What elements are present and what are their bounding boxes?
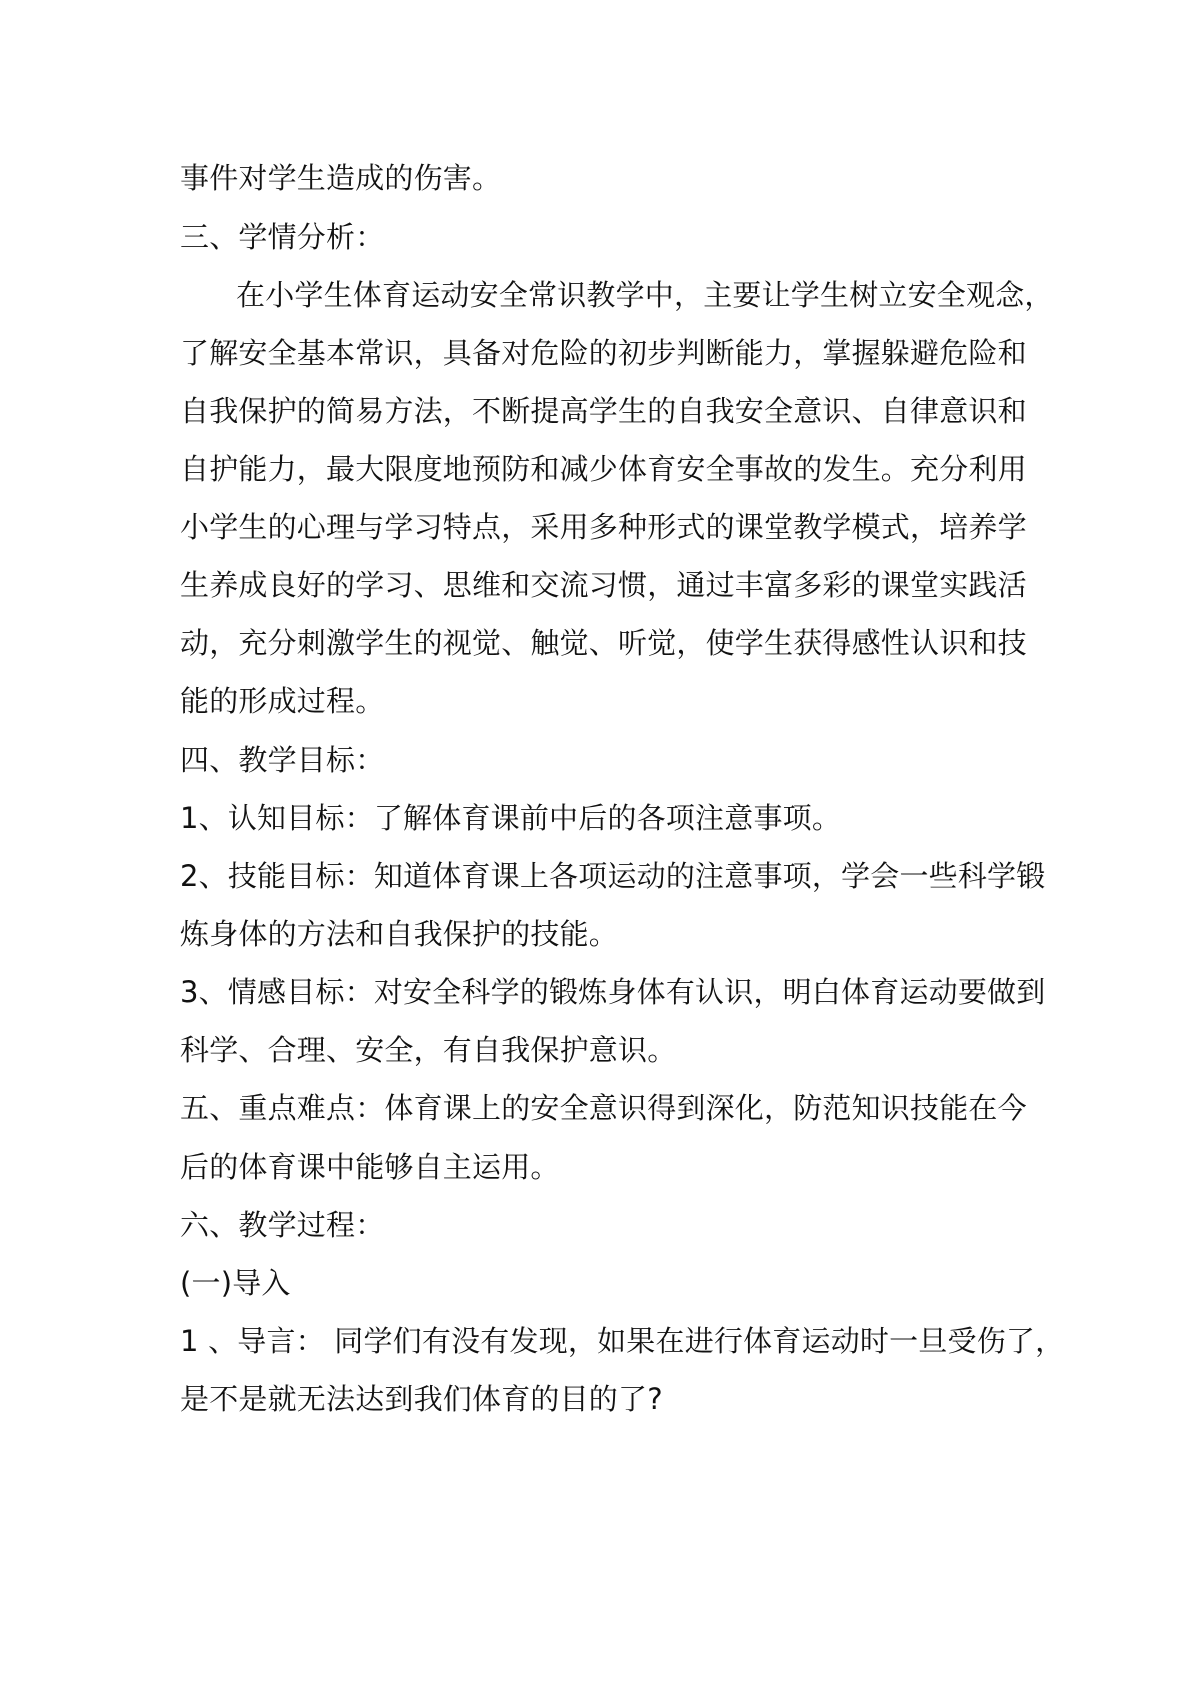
paragraph-line-5: 小学生的心理与学习特点，采用多种形式的课堂教学模式，培养学 [180,510,1027,544]
paragraph-line-1: 在小学生体育运动安全常识教学中，主要让学生树立安全观念， [236,278,1054,312]
introduction-line-2: 是不是就无法达到我们体育的目的了? [180,1382,663,1416]
goal-cognitive: 1、认知目标：了解体育课前中后的各项注意事项。 [180,801,842,835]
paragraph-line-3: 自我保护的简易方法，不断提高学生的自我安全意识、自律意识和 [180,394,1027,428]
section-heading-learning-analysis: 三、学情分析： [180,220,385,254]
goal-emotion-line-2: 科学、合理、安全，有自我保护意识。 [180,1033,677,1067]
paragraph-line-2: 了解安全基本常识，具备对危险的初步判断能力，掌握躲避危险和 [180,336,1027,370]
paragraph-line-4: 自护能力，最大限度地预防和减少体育安全事故的发生。充分利用 [180,452,1027,486]
goal-emotion-line-1: 3、情感目标：对安全科学的锻炼身体有认识，明白体育运动要做到 [180,975,1046,1009]
key-points-line-1: 五、重点难点：体育课上的安全意识得到深化，防范知识技能在今 [180,1091,1027,1125]
paragraph-line-7: 动，充分刺激学生的视觉、触觉、听觉，使学生获得感性认识和技 [180,626,1027,660]
key-points-line-2: 后的体育课中能够自主运用。 [180,1150,560,1184]
goal-skill-line-2: 炼身体的方法和自我保护的技能。 [180,917,619,951]
paragraph-line-8: 能的形成过程。 [180,684,385,718]
subsection-introduction: (一)导入 [180,1266,291,1300]
introduction-line-1: 1 、导言： 同学们有没有发现，如果在进行体育运动时一旦受伤了， [180,1324,1065,1358]
paragraph-line-6: 生养成良好的学习、思维和交流习惯，通过丰富多彩的课堂实践活 [180,568,1027,602]
text-line-1: 事件对学生造成的伤害。 [180,161,502,195]
section-heading-teaching-process: 六、教学过程： [180,1208,385,1242]
section-heading-teaching-goals: 四、教学目标： [180,743,385,777]
goal-skill-line-1: 2、技能目标：知道体育课上各项运动的注意事项，学会一些科学锻 [180,859,1046,893]
